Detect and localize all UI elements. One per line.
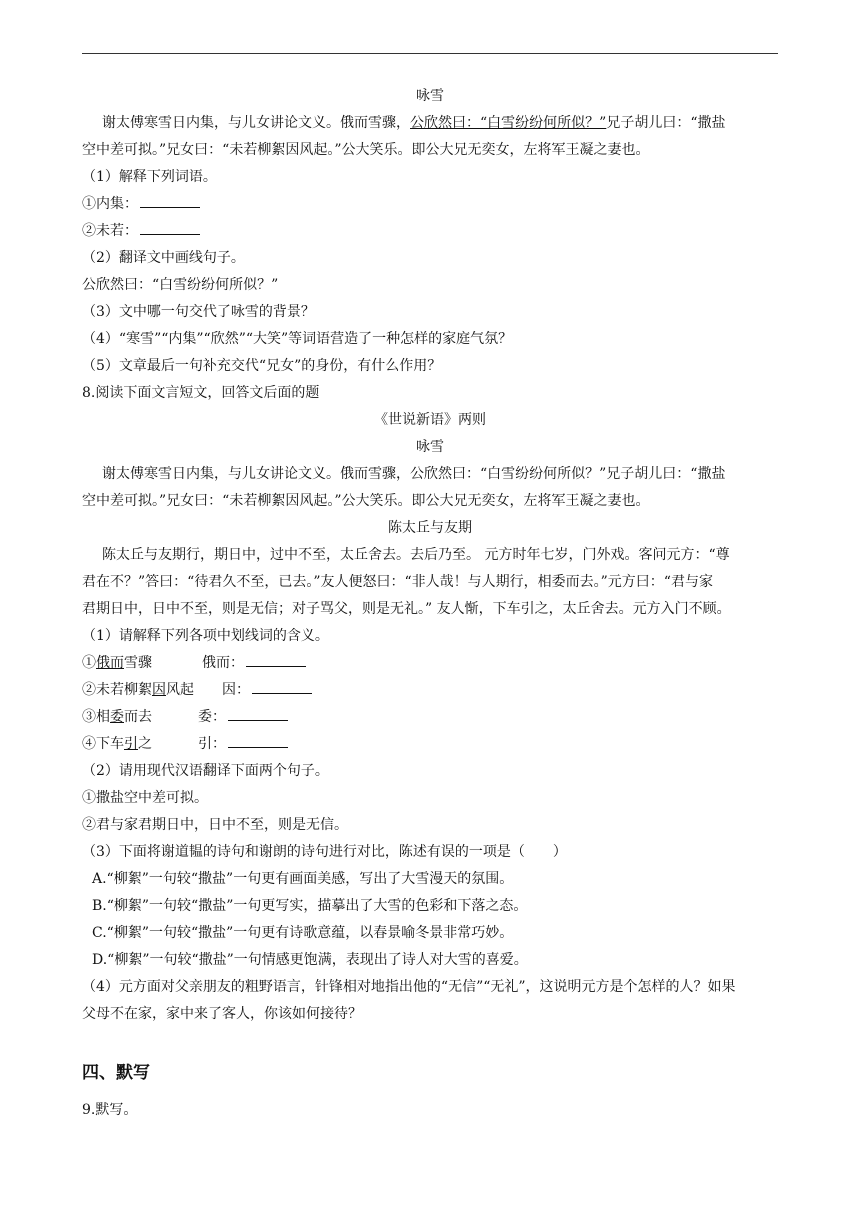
question-text: （3）下面将谢道韫的诗句和谢朗的诗句进行对比，陈述有误的一项是（ ） — [82, 844, 567, 860]
question-item: ①撒盐空中差可拟。 — [82, 790, 208, 806]
vocab-item: ③相委而去 委： — [82, 707, 782, 727]
passage-title: 咏雪 — [416, 88, 444, 104]
section-heading: 四、默写 — [82, 1063, 150, 1083]
question-text: 父母不在家，家中来了客人，你该如何接待？ — [82, 1006, 362, 1022]
passage-line: 空中差可拟。”兄女曰：“未若柳絮因风起。”公大笑乐。即公大兄无奕女，左将军王凝之妻也。 — [82, 493, 650, 509]
answer-blank[interactable] — [140, 221, 200, 235]
book-title: 《世说新语》两则 — [374, 412, 486, 428]
header-rule — [82, 53, 778, 54]
passage-line: 陈太丘与友期行，期日中，过中不至，太丘舍去。去后乃至。 元方时年七岁，门外戏。客问元方：“尊 — [102, 547, 730, 563]
question-text: （4）“寒雪”“内集”“欣然”“大笑”等词语营造了一种怎样的家庭气氛？ — [82, 331, 513, 347]
answer-blank[interactable] — [228, 707, 288, 721]
answer-blank[interactable] — [246, 653, 306, 667]
question-item: ②未若： — [82, 221, 782, 241]
passage-line: 谢太傅寒雪日内集，与儿女讲论文义。俄而雪骤，公欣然曰：“白雪纷纷何所似？”兄子胡儿曰：“撒盐 — [102, 115, 726, 131]
question-text: （1）请解释下列各项中划线词的含义。 — [82, 628, 329, 644]
vocab-item: ①俄而雪骤 俄而： — [82, 653, 782, 673]
story-title: 咏雪 — [416, 439, 444, 455]
question-item: ②君与家君期日中，日中不至，则是无信。 — [82, 817, 348, 833]
vocab-item: ②未若柳絮因风起 因： — [82, 680, 782, 700]
question-stem: 8.阅读下面文言短文，回答文后面的题 — [82, 385, 320, 401]
story-title: 陈太丘与友期 — [388, 520, 472, 536]
question-text: （4）元方面对父亲朋友的粗野语言，针锋相对地指出他的“无信”“无礼”，这说明元方是个怎样的人？如果 — [82, 979, 736, 995]
question-text: （2）翻译文中画线句子。 — [82, 250, 245, 266]
choice-option-d: D.“柳絮”一句较“撒盐”一句情感更饱满，表现出了诗人对大雪的喜爱。 — [92, 952, 528, 968]
choice-option-a: A.“柳絮”一句较“撒盐”一句更有画面美感，写出了大雪漫天的氛围。 — [92, 871, 514, 887]
answer-blank[interactable] — [252, 680, 312, 694]
underlined-sentence: 公欣然曰：“白雪纷纷何所似？” — [410, 115, 607, 131]
question-stem: 9.默写。 — [82, 1102, 138, 1118]
choice-option-c: C.“柳絮”一句较“撒盐”一句更有诗歌意蕴，以春景喻冬景非常巧妙。 — [92, 925, 514, 941]
question-text: 公欣然曰：“白雪纷纷何所似？” — [82, 277, 279, 293]
choice-option-b: B.“柳絮”一句较“撒盐”一句更写实，描摹出了大雪的色彩和下落之态。 — [92, 898, 528, 914]
answer-blank[interactable] — [140, 194, 200, 208]
question-item: ①内集： — [82, 194, 782, 214]
passage-line: 君期日中，日中不至，则是无信；对子骂父，则是无礼。” 友人惭，下车引之，太丘舍去。元方入门不顾。 — [82, 601, 731, 617]
question-text: （5）文章最后一句补充交代“兄女”的身份，有什么作用？ — [82, 358, 442, 374]
question-text: （3）文中哪一句交代了咏雪的背景？ — [82, 304, 315, 320]
passage-line: 谢太傅寒雪日内集，与儿女讲论文义。俄而雪骤，公欣然曰：“白雪纷纷何所似？”兄子胡儿曰：“撒盐 — [102, 466, 726, 482]
passage-line: 君在不？”答曰：“待君久不至，已去。”友人便怒曰：“非人哉！与人期行，相委而去。”元方曰：“君与家 — [82, 574, 713, 590]
vocab-item: ④下车引之 引： — [82, 734, 782, 754]
question-text: （1）解释下列词语。 — [82, 169, 217, 185]
question-text: （2）请用现代汉语翻译下面两个句子。 — [82, 763, 329, 779]
passage-line: 空中差可拟。”兄女曰：“未若柳絮因风起。”公大笑乐。即公大兄无奕女，左将军王凝之妻也。 — [82, 142, 650, 158]
answer-blank[interactable] — [228, 734, 288, 748]
